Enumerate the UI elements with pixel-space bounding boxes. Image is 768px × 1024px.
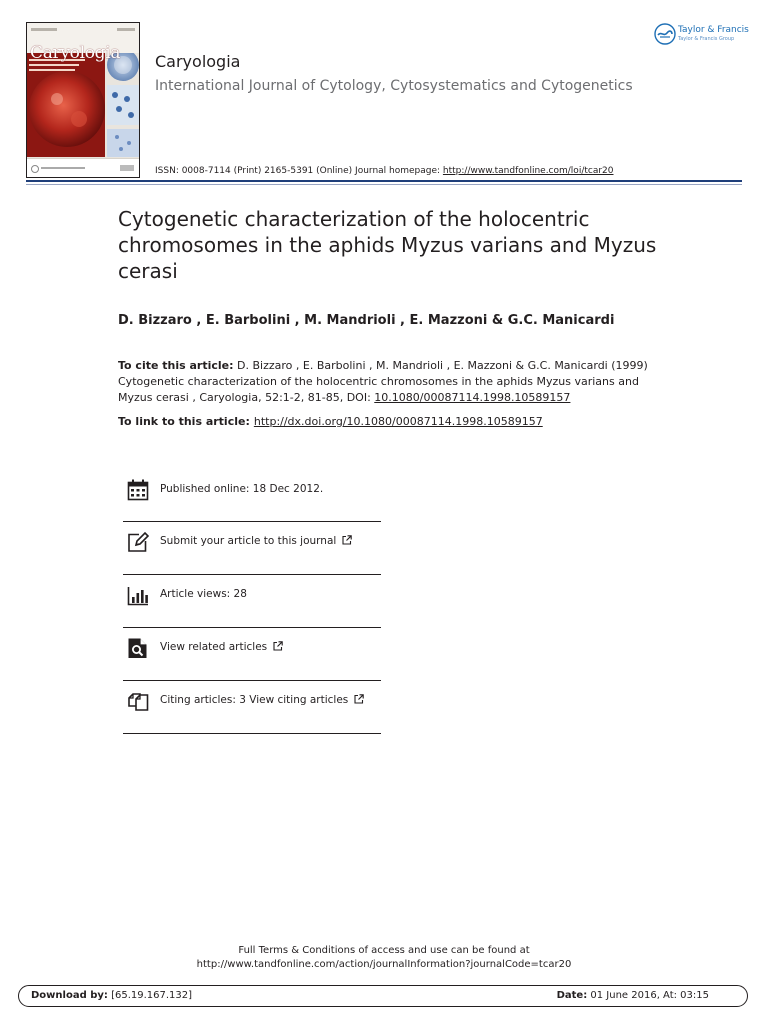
cite-label: To cite this article: bbox=[118, 359, 234, 372]
search-document-icon bbox=[127, 637, 149, 659]
published-online-item bbox=[123, 470, 381, 522]
article-views-item bbox=[123, 575, 381, 628]
download-by-value: [65.19.167.132] bbox=[107, 990, 193, 1001]
submit-article-link[interactable] bbox=[160, 535, 352, 547]
article-views-text: Article views: 28 bbox=[160, 588, 247, 600]
published-online-text: Published online: 18 Dec 2012. bbox=[160, 483, 324, 495]
journal-homepage-link[interactable]: http://www.tandfonline.com/loi/tcar20 bbox=[442, 166, 614, 176]
download-by-label: Download by: bbox=[31, 990, 108, 1001]
article-title: Cytogenetic characterization of the holocentric chromosomes in the aphids Myzus varians and Myzus cerasi bbox=[118, 207, 657, 283]
external-link-icon bbox=[273, 641, 283, 651]
journal-subtitle: International Journal of Cytology, Cytosystematics and Cytogenetics bbox=[155, 78, 633, 94]
link-label: To link to this article: bbox=[118, 415, 250, 428]
cover-top-strip bbox=[27, 23, 139, 43]
related-articles-link[interactable] bbox=[160, 641, 283, 653]
download-info-bar bbox=[18, 985, 748, 1007]
external-link-icon bbox=[342, 535, 352, 545]
article-doi-url-link[interactable]: http://dx.doi.org/10.1080/00087114.1998.10589157 bbox=[253, 415, 543, 428]
doi-link[interactable]: 10.1080/00087114.1998.10589157 bbox=[374, 391, 571, 404]
download-date bbox=[557, 990, 709, 1001]
bar-chart-icon bbox=[127, 584, 149, 606]
related-articles-item[interactable] bbox=[123, 628, 381, 681]
journal-issn-line bbox=[155, 166, 614, 176]
header-divider-thin bbox=[26, 184, 742, 185]
citing-articles-link[interactable] bbox=[160, 694, 364, 706]
article-metrics-list bbox=[123, 470, 381, 734]
publisher-group: Taylor & Francis Group bbox=[678, 36, 735, 42]
publisher-logo[interactable] bbox=[654, 22, 749, 48]
external-link-icon bbox=[354, 694, 364, 704]
related-articles-label: View related articles bbox=[160, 641, 268, 653]
download-date-value: 01 June 2016, At: 03:15 bbox=[587, 990, 709, 1001]
citing-articles-label: Citing articles: 3 View citing articles bbox=[160, 694, 349, 706]
publisher-name: Taylor & Francis bbox=[678, 25, 749, 35]
article-link-block bbox=[118, 415, 543, 428]
header-divider bbox=[26, 180, 742, 182]
citation-block bbox=[118, 358, 658, 406]
issn-text: ISSN: 0008-7114 (Print) 2165-5391 (Online) Journal homepage: bbox=[155, 166, 443, 176]
cover-footer-strip bbox=[27, 158, 139, 177]
journal-cover-image bbox=[26, 22, 140, 178]
terms-url-link[interactable]: http://www.tandfonline.com/action/journalInformation?journalCode=tcar20 bbox=[196, 959, 572, 970]
download-date-label: Date: bbox=[556, 990, 588, 1001]
citing-icon bbox=[127, 690, 149, 712]
submit-article-item[interactable] bbox=[123, 522, 381, 575]
citing-articles-item[interactable] bbox=[123, 681, 381, 734]
article-authors: D. Bizzaro , E. Barbolini , M. Mandrioli , E. Mazzoni & G.C. Manicardi bbox=[118, 313, 615, 328]
submit-article-label: Submit your article to this journal bbox=[160, 535, 337, 547]
cover-artwork bbox=[27, 53, 139, 175]
download-by bbox=[31, 990, 192, 1001]
calendar-icon bbox=[127, 479, 149, 501]
cover-title: Caryologia bbox=[30, 43, 121, 63]
terms-notice bbox=[0, 944, 768, 972]
cite-text: D. Bizzaro , E. Barbolini , M. Mandrioli , E. Mazzoni & G.C. Manicardi (1999) Cytogenetic characterization of the holocentric chromosomes in the aphids Myzus varians and Myzus cerasi , Caryologia, 52:1-2, 81-85, DOI: bbox=[118, 359, 648, 404]
taylor-francis-logo-icon bbox=[654, 23, 676, 45]
journal-name: Caryologia bbox=[155, 52, 241, 71]
terms-line-1: Full Terms & Conditions of access and use can be found at bbox=[238, 945, 530, 956]
edit-icon bbox=[127, 531, 149, 553]
